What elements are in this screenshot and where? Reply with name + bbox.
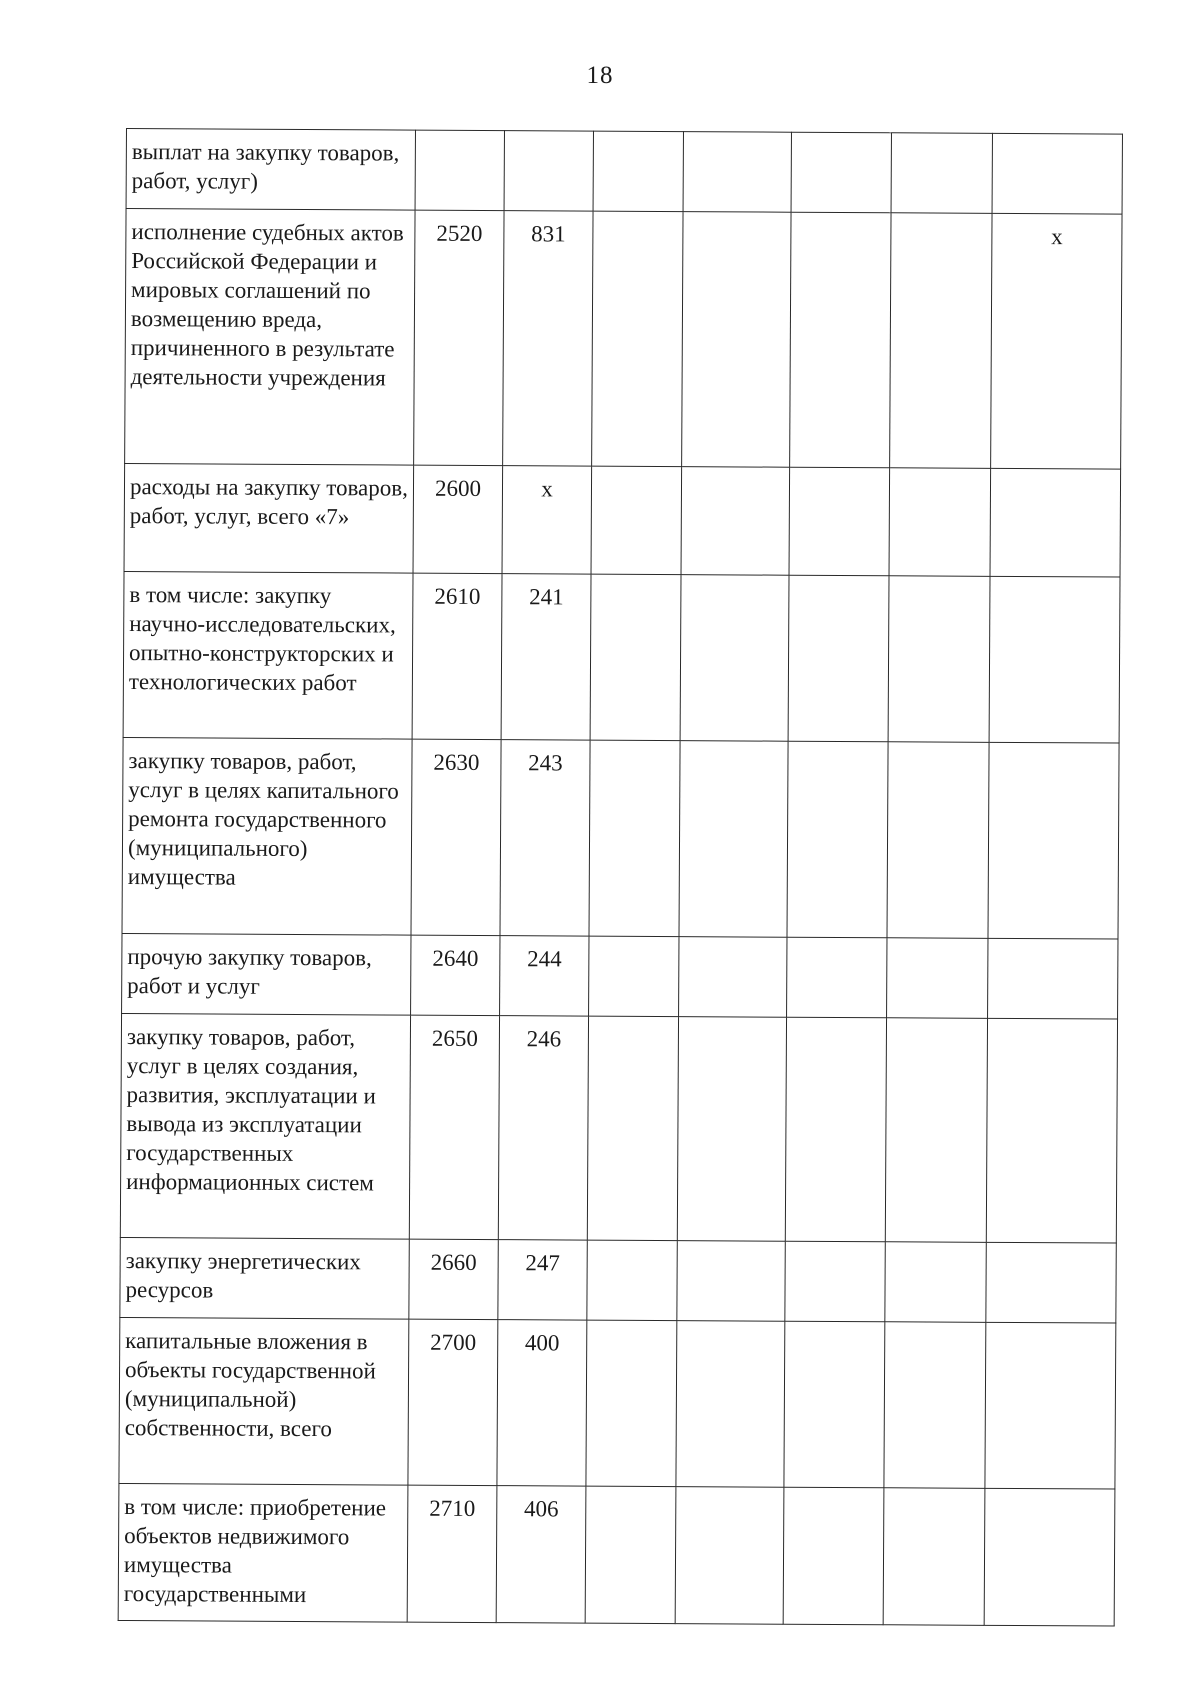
row-description: расходы на закупку товаров, работ, услуг, всего «7» bbox=[124, 463, 414, 573]
table-row bbox=[125, 209, 1122, 470]
row-code: 2660 bbox=[409, 1239, 498, 1319]
table-row bbox=[126, 129, 1122, 215]
row-code: 2520 bbox=[414, 210, 504, 465]
row-kbk-code: 406 bbox=[496, 1486, 586, 1623]
table-cell bbox=[988, 742, 1119, 939]
table-cell bbox=[887, 938, 988, 1019]
table-row bbox=[120, 1237, 1116, 1323]
table-cell bbox=[788, 575, 889, 742]
table-cell bbox=[986, 1242, 1116, 1323]
table-row bbox=[123, 571, 1120, 743]
row-description: исполнение судебных актов Российской Федерации и мировых соглашений по возмещению вреда, причиненного в результате деятельности учреждения bbox=[125, 209, 415, 466]
row-code: 2630 bbox=[411, 739, 501, 935]
table-cell bbox=[679, 937, 787, 1018]
table-cell bbox=[992, 133, 1122, 214]
row-code: 2610 bbox=[412, 573, 502, 739]
table-cell bbox=[890, 213, 992, 469]
table-cell bbox=[677, 1017, 786, 1242]
table-row bbox=[124, 463, 1121, 577]
table-cell bbox=[884, 1322, 986, 1489]
row-code: 2600 bbox=[413, 465, 503, 573]
table-cell bbox=[885, 1018, 987, 1243]
row-code: 2700 bbox=[408, 1319, 498, 1485]
row-description: в том числе: закупку научно-исследовательских, опытно-конструкторских и технологических работ bbox=[123, 571, 413, 739]
table-row bbox=[122, 933, 1118, 1019]
table-cell bbox=[883, 1488, 985, 1626]
table-cell bbox=[683, 132, 791, 213]
table-cell bbox=[587, 1016, 678, 1240]
row-kbk-code: x bbox=[502, 466, 592, 574]
table-cell bbox=[785, 1241, 885, 1322]
table-cell bbox=[887, 742, 989, 939]
table-cell bbox=[675, 1487, 784, 1625]
row-kbk-code: 247 bbox=[498, 1240, 587, 1320]
table-cell bbox=[593, 131, 683, 212]
row-kbk-code: 246 bbox=[498, 1016, 588, 1240]
table-row bbox=[120, 1013, 1117, 1243]
row-kbk-code: 400 bbox=[497, 1320, 587, 1486]
table-cell bbox=[885, 1242, 986, 1323]
table-cell bbox=[990, 468, 1121, 577]
table-cell bbox=[984, 1488, 1115, 1626]
table-cell bbox=[789, 467, 890, 576]
table-cell bbox=[585, 1486, 676, 1624]
table-cell bbox=[889, 468, 991, 577]
row-code: 2710 bbox=[407, 1485, 497, 1622]
table-cell bbox=[787, 937, 887, 1018]
budget-table bbox=[118, 128, 1123, 1627]
table-cell bbox=[587, 1240, 677, 1321]
row-description: закупку энергетических ресурсов bbox=[120, 1237, 409, 1319]
table-row bbox=[119, 1317, 1116, 1489]
row-description: в том числе: приобретение объектов недвижимого имущества государственными bbox=[118, 1483, 408, 1622]
table-cell bbox=[589, 740, 680, 936]
table-cell bbox=[676, 1321, 785, 1488]
row-description: прочую закупку товаров, работ и услуг bbox=[122, 933, 411, 1015]
row-code: 2640 bbox=[411, 935, 500, 1015]
row-description: закупку товаров, работ, услуг в целях капитального ремонта государственного (муниципального) имущества bbox=[122, 737, 412, 935]
table-cell bbox=[888, 576, 990, 743]
table-cell bbox=[590, 574, 681, 741]
row-code bbox=[415, 130, 504, 210]
row-description: капитальные вложения в объекты государственной (муниципальной) собственности, всего bbox=[119, 1317, 409, 1485]
row-kbk-code: 244 bbox=[500, 936, 589, 1016]
table-cell bbox=[986, 1018, 1117, 1243]
table-cell bbox=[591, 466, 682, 575]
table-row bbox=[118, 1483, 1115, 1626]
table-cell bbox=[891, 133, 992, 214]
row-code: 2650 bbox=[409, 1015, 499, 1239]
table-cell bbox=[680, 575, 789, 742]
row-kbk-code: 243 bbox=[500, 740, 590, 936]
table-cell bbox=[785, 1017, 886, 1242]
table-cell bbox=[985, 1322, 1116, 1489]
table-cell bbox=[586, 1320, 677, 1487]
page-number: 18 bbox=[586, 62, 614, 89]
row-kbk-code: 241 bbox=[501, 574, 591, 740]
table-cell bbox=[589, 936, 679, 1017]
row-kbk-code: 831 bbox=[503, 211, 593, 466]
table-cell bbox=[791, 132, 891, 213]
table-cell bbox=[989, 576, 1120, 743]
table-cell bbox=[679, 741, 788, 938]
table-cell bbox=[787, 741, 888, 938]
row-description: выплат на закупку товаров, работ, услуг) bbox=[126, 129, 415, 211]
table-row bbox=[122, 737, 1119, 939]
table-cell bbox=[677, 1241, 785, 1322]
table-cell bbox=[783, 1487, 884, 1625]
table-cell bbox=[592, 211, 683, 466]
table-cell: x bbox=[991, 213, 1122, 469]
table-cell bbox=[784, 1321, 885, 1488]
row-description: закупку товаров, работ, услуг в целях создания, развития, эксплуатации и вывода из эксплуатации государственных информационных систем bbox=[120, 1013, 410, 1239]
table-cell bbox=[988, 938, 1118, 1019]
table-cell bbox=[681, 467, 790, 576]
table-cell bbox=[682, 212, 791, 468]
row-kbk-code bbox=[504, 131, 593, 211]
table-cell bbox=[790, 212, 891, 468]
